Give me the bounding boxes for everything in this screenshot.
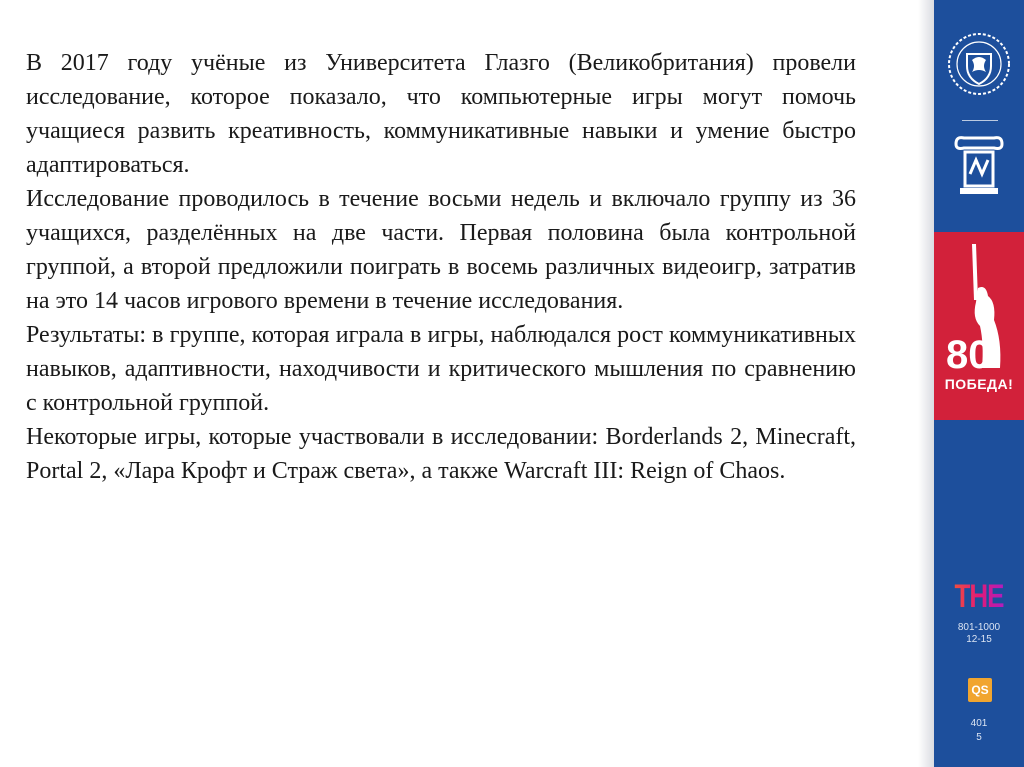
sidebar-shadow xyxy=(918,0,934,767)
the-ranking-logo: THE xyxy=(954,576,1004,615)
paragraph-games-list: Некоторые игры, которые участвовали в исследовании: Borderlands 2, Minecraft, Portal 2, «Лара Крофт и Страж света», а также Warcraft III: Reign of Chaos. xyxy=(26,424,856,484)
paragraph-results: Результаты: в группе, которая играла в игры, наблюдался рост коммуникативных навыков, адаптивности, находчивости и критического мышления по сравнению с контрольной группой. xyxy=(26,322,856,416)
the-rank-sub: 12-15 xyxy=(966,634,992,645)
victory-label: ПОБЕДА! xyxy=(944,376,1014,392)
qs-rank: 401 xyxy=(970,718,988,729)
motherland-statue-icon xyxy=(942,240,1016,390)
paragraph-glasgow-study: В 2017 году учёные из Университета Глазго (Великобритания) провели исследование, которое показало, что компьютерные игры могут помочь учащиеся развить креативность, коммуникативные навыки и умение быстро адаптироваться. xyxy=(26,50,856,178)
sidebar-divider xyxy=(962,120,998,121)
slide-text xyxy=(26,46,856,488)
victory-number: 80 xyxy=(946,333,991,377)
qs-ranking-logo: QS xyxy=(968,678,992,702)
paragraph-study-design: Исследование проводилось в течение восьми недель и включало группу из 36 учащихся, разделённых на две части. Первая половина была контрольной группой, а второй предложили поиграть в восемь различных видеоигр, затратив на это 14 часов игрового времени в течение исследования. xyxy=(26,186,856,314)
university-emblem-icon xyxy=(944,26,1014,106)
column-logo-icon xyxy=(952,134,1006,198)
the-rank-range: 801-1000 xyxy=(957,622,1001,633)
sidebar xyxy=(934,0,1024,767)
qs-rank-sub: 5 xyxy=(976,732,982,743)
